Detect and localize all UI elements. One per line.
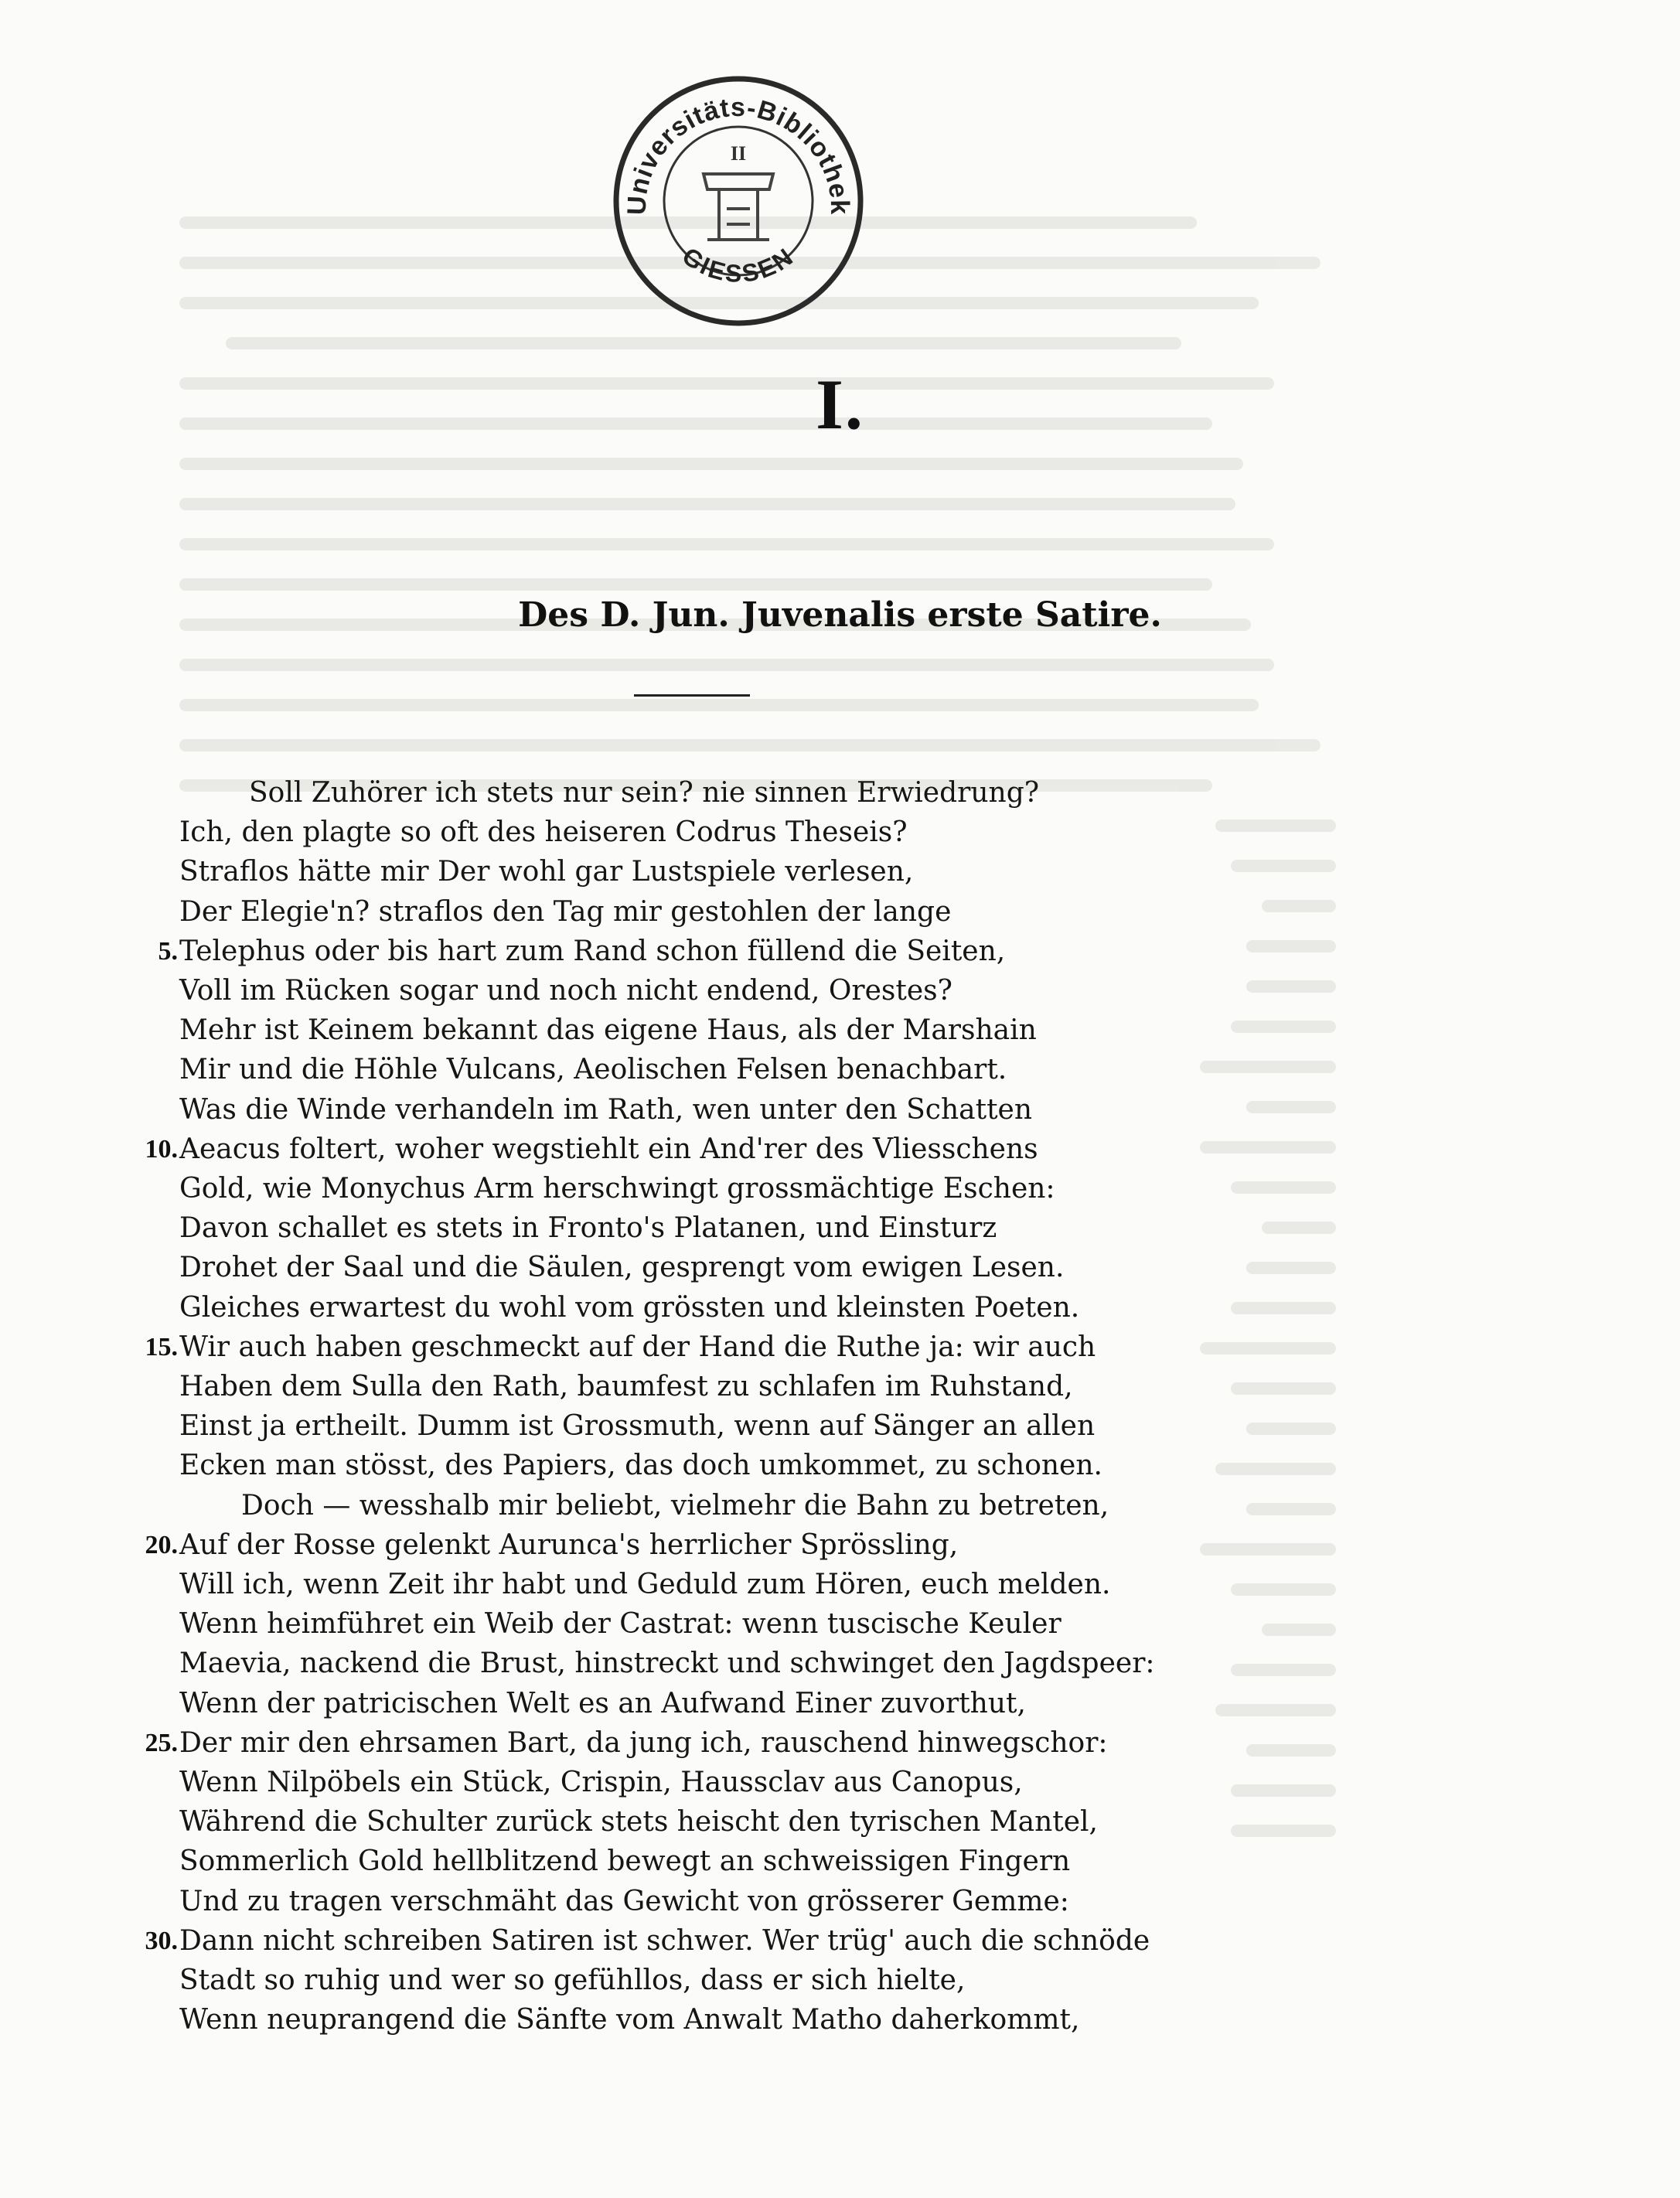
- line-text: Auf der Rosse gelenkt Aurunca's herrlicher Sprössling,: [179, 1528, 959, 1561]
- line-text: Der Elegie'n? straflos den Tag mir gestohlen der lange: [179, 895, 952, 928]
- line-text: Aeacus foltert, woher wegstiehlt ein And'rer des Vliesschens: [179, 1133, 1038, 1165]
- poem-line: [0, 2000, 1680, 2040]
- poem-line: [0, 1763, 1680, 1803]
- poem-line: [0, 1327, 1680, 1368]
- line-number: 25.: [145, 1728, 178, 1757]
- line-text: Mehr ist Keinem bekannt das eigene Haus, als der Marshain: [179, 1014, 1037, 1047]
- line-text: Soll Zuhörer ich stets nur sein? nie sinnen Erwiedrung?: [249, 777, 1040, 809]
- poem-line: [0, 813, 1680, 853]
- line-number: 20.: [145, 1530, 178, 1559]
- poem-line: [0, 852, 1680, 892]
- line-text: Wenn heimführet ein Weib der Castrat: wenn tuscische Keuler: [179, 1608, 1062, 1641]
- line-text: Doch — wesshalb mir beliebt, vielmehr die Bahn zu betreten,: [241, 1489, 1109, 1522]
- line-text: Der mir den ehrsamen Bart, da jung ich, rauschend hinwegschor:: [179, 1726, 1108, 1759]
- poem-line: [0, 892, 1680, 932]
- poem-line: [0, 1723, 1680, 1764]
- line-text: Voll im Rücken sogar und noch nicht endend, Orestes?: [179, 975, 952, 1007]
- line-text: Ich, den plagte so oft des heiseren Codrus Theseis?: [179, 816, 908, 849]
- poem-line: [0, 1684, 1680, 1724]
- poem-line: [0, 1525, 1680, 1566]
- line-text: Mir und die Höhle Vulcans, Aeolischen Felsen benachbart.: [179, 1054, 1007, 1086]
- line-text: Wir auch haben geschmeckt auf der Hand die Ruthe ja: wir auch: [179, 1331, 1096, 1363]
- poem-line: [0, 1604, 1680, 1644]
- line-text: Haben dem Sulla den Rath, baumfest zu schlafen im Ruhstand,: [179, 1371, 1073, 1402]
- line-text: Telephus oder bis hart zum Rand schon füllend die Seiten,: [179, 935, 1006, 967]
- poem-line: [0, 1050, 1680, 1090]
- chapter-numeral: I.: [816, 365, 864, 444]
- poem-line: [0, 1842, 1680, 1882]
- line-text: Davon schallet es stets in Fronto's Platanen, und Einsturz: [179, 1212, 997, 1245]
- library-stamp: [611, 73, 866, 329]
- title-rule: [634, 694, 750, 697]
- line-text: Sommerlich Gold hellblitzend bewegt an schweissigen Fingern: [179, 1845, 1071, 1878]
- stamp-text-bottom: GIESSEN: [676, 241, 800, 288]
- line-text: Gleiches erwartest du wohl vom grössten und kleinsten Poeten.: [179, 1291, 1080, 1324]
- poem-line: [0, 932, 1680, 972]
- line-number: 5.: [158, 936, 178, 966]
- stamp-mark: II: [730, 142, 747, 165]
- poem-line: [0, 1208, 1680, 1249]
- line-text: Und zu tragen verschmäht das Gewicht von grösserer Gemme:: [179, 1885, 1069, 1917]
- poem-line: [0, 1130, 1680, 1170]
- poem-line: [0, 971, 1680, 1011]
- line-number: 15.: [145, 1332, 178, 1361]
- line-text: Wenn der patricischen Welt es an Aufwand Einer zuvorthut,: [179, 1687, 1026, 1719]
- line-number: 10.: [145, 1134, 178, 1164]
- line-text: Was die Winde verhandeln im Rath, wen unter den Schatten: [179, 1093, 1033, 1126]
- stamp-emblem: [704, 174, 773, 240]
- line-number: 30.: [145, 1926, 178, 1955]
- poem-line: [0, 1446, 1680, 1486]
- poem-line: [0, 1565, 1680, 1605]
- svg-text:GIESSEN: [677, 242, 799, 288]
- poem-line: [0, 1169, 1680, 1209]
- line-text: Wenn neuprangend die Sänfte vom Anwalt Matho daherkommt,: [179, 2004, 1080, 2036]
- poem-line: [0, 1802, 1680, 1842]
- line-text: Will ich, wenn Zeit ihr habt und Geduld zum Hören, euch melden.: [179, 1569, 1111, 1600]
- line-text: Während die Schulter zurück stets heischt den tyrischen Mantel,: [179, 1806, 1098, 1838]
- line-text: Einst ja ertheilt. Dumm ist Grossmuth, wenn auf Sänger an allen: [179, 1410, 1096, 1443]
- poem-line: [0, 1486, 1680, 1526]
- line-text: Gold, wie Monychus Arm herschwingt grossmächtige Eschen:: [179, 1173, 1055, 1205]
- line-text: Maevia, nackend die Brust, hinstreckt und schwinget den Jagdspeer:: [179, 1648, 1155, 1680]
- poem-line: [0, 1921, 1680, 1961]
- line-text: Stadt so ruhig und wer so gefühllos, dass er sich hielte,: [179, 1965, 966, 1996]
- poem-line: [0, 1248, 1680, 1288]
- satire-title: Des D. Jun. Juvenalis erste Satire.: [518, 595, 1162, 635]
- line-text: Ecken man stösst, des Papiers, das doch umkommet, zu schonen.: [179, 1450, 1102, 1482]
- line-text: Dann nicht schreiben Satiren ist schwer. Wer trüg' auch die schnöde: [179, 1924, 1150, 1957]
- poem-line: [0, 1367, 1680, 1407]
- poem-line: [0, 1961, 1680, 2001]
- poem-line: [0, 773, 1680, 813]
- poem-line: [0, 1010, 1680, 1051]
- line-text: Wenn Nilpöbels ein Stück, Crispin, Haussclav aus Canopus,: [179, 1767, 1023, 1798]
- poem-line: [0, 1406, 1680, 1447]
- poem-line: [0, 1644, 1680, 1684]
- poem-line: [0, 1090, 1680, 1130]
- line-text: Drohet der Saal und die Säulen, gesprengt vom ewigen Lesen.: [179, 1252, 1065, 1284]
- poem-line: [0, 1882, 1680, 1922]
- poem-line: [0, 1288, 1680, 1328]
- line-text: Straflos hätte mir Der wohl gar Lustspiele verlesen,: [179, 856, 914, 888]
- stamp-text-top: Universitäts-Bibliothek: [622, 92, 855, 216]
